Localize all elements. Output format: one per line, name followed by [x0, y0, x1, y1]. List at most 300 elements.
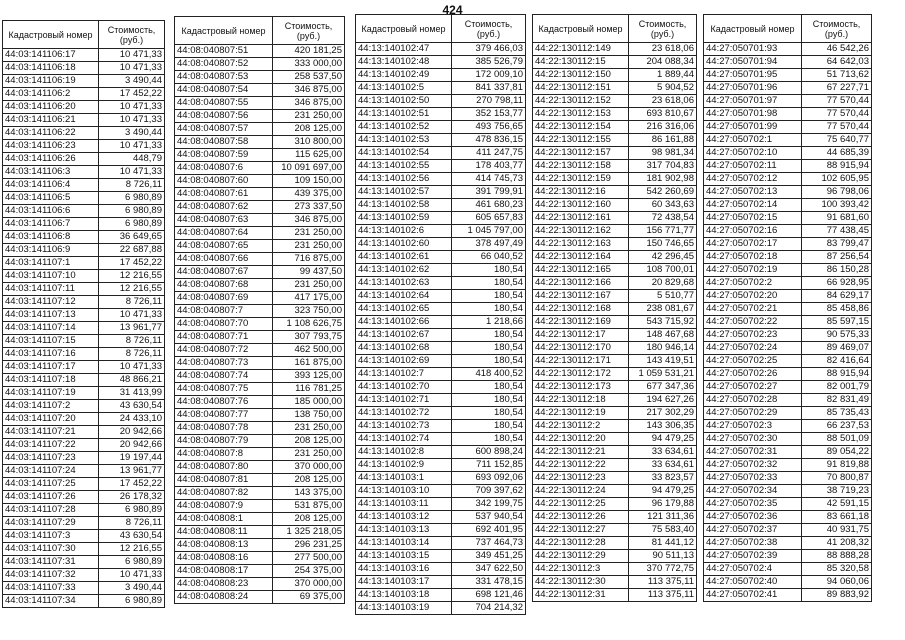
header-cost: Стоимость, (руб.) [273, 17, 345, 45]
cadastral-number-cell: 44:22:130112:149 [533, 43, 629, 56]
cadastral-number-cell: 44:03:141107:29 [3, 517, 99, 530]
table-row [3, 335, 165, 348]
cadastral-number-cell: 44:03:141106:26 [3, 153, 99, 166]
cost-cell: 379 466,03 [452, 43, 526, 56]
cost-cell: 42 591,15 [802, 498, 872, 511]
table-row [3, 556, 165, 569]
table-row [356, 95, 526, 108]
table-row [356, 186, 526, 199]
cadastral-number-cell: 44:08:040807:7 [175, 305, 273, 318]
cadastral-number-cell: 44:13:140102:58 [356, 199, 452, 212]
cadastral-number-cell: 44:03:141107:11 [3, 283, 99, 296]
table-row [3, 231, 165, 244]
cadastral-number-cell: 44:03:141107:15 [3, 335, 99, 348]
cadastral-number-cell: 44:03:141107:2 [3, 400, 99, 413]
cost-cell: 677 347,36 [629, 381, 697, 394]
cadastral-number-cell: 44:27:050701:95 [704, 69, 802, 82]
cost-cell: 333 000,00 [273, 58, 345, 71]
cadastral-table-2 [174, 16, 345, 604]
cadastral-number-cell: 44:03:141106:7 [3, 218, 99, 231]
cadastral-table-5 [703, 14, 872, 602]
cost-cell: 8 726,11 [99, 517, 165, 530]
table-row [356, 82, 526, 95]
cost-cell: 346 875,00 [273, 84, 345, 97]
cadastral-number-cell: 44:22:130112:166 [533, 277, 629, 290]
cadastral-number-cell: 44:03:141106:5 [3, 192, 99, 205]
cost-cell: 254 375,00 [273, 565, 345, 578]
cost-cell: 77 570,44 [802, 121, 872, 134]
cost-cell: 94 479,25 [629, 433, 697, 446]
cost-cell: 85 320,58 [802, 563, 872, 576]
table-row [704, 264, 872, 277]
cost-cell: 420 181,25 [273, 45, 345, 58]
cost-cell: 194 627,26 [629, 394, 697, 407]
cost-cell: 90 511,13 [629, 550, 697, 563]
cost-cell: 462 500,00 [273, 344, 345, 357]
cost-cell: 385 526,79 [452, 56, 526, 69]
cost-cell: 109 150,00 [273, 175, 345, 188]
cadastral-number-cell: 44:27:050702:30 [704, 433, 802, 446]
table-row [356, 225, 526, 238]
cadastral-number-cell: 44:08:040807:72 [175, 344, 273, 357]
cost-cell: 38 719,23 [802, 485, 872, 498]
cost-cell: 349 451,25 [452, 550, 526, 563]
cost-cell: 83 661,18 [802, 511, 872, 524]
table-row [175, 435, 345, 448]
cadastral-number-cell: 44:22:130112:151 [533, 82, 629, 95]
cadastral-number-cell: 44:22:130112:169 [533, 316, 629, 329]
table-row [356, 160, 526, 173]
cost-cell: 737 464,73 [452, 537, 526, 550]
cadastral-number-cell: 44:13:140102:73 [356, 420, 452, 433]
cost-cell: 66 040,52 [452, 251, 526, 264]
cadastral-number-cell: 44:13:140102:49 [356, 69, 452, 82]
cost-cell: 478 836,15 [452, 134, 526, 147]
cadastral-number-cell: 44:08:040808:13 [175, 539, 273, 552]
cadastral-number-cell: 44:03:141107:16 [3, 348, 99, 361]
cost-cell: 605 657,83 [452, 212, 526, 225]
cost-cell: 24 433,10 [99, 413, 165, 426]
cadastral-number-cell: 44:22:130112:152 [533, 95, 629, 108]
cadastral-number-cell: 44:22:130112:155 [533, 134, 629, 147]
table-row [3, 296, 165, 309]
cadastral-number-cell: 44:27:050701:93 [704, 43, 802, 56]
cost-cell: 75 583,40 [629, 524, 697, 537]
cadastral-table-1 [2, 20, 165, 608]
table-row [3, 179, 165, 192]
table-row [533, 134, 697, 147]
table-row [533, 290, 697, 303]
cost-cell: 180,54 [452, 342, 526, 355]
header-cost: Стоимость, (руб.) [452, 15, 526, 43]
cost-cell: 231 250,00 [273, 110, 345, 123]
cost-cell: 709 397,62 [452, 485, 526, 498]
cost-cell: 6 980,89 [99, 595, 165, 608]
cadastral-number-cell: 44:13:140103:15 [356, 550, 452, 563]
cost-cell: 94 479,25 [629, 485, 697, 498]
cost-cell: 143 306,35 [629, 420, 697, 433]
cadastral-number-cell: 44:27:050702:24 [704, 342, 802, 355]
table-row [356, 433, 526, 446]
cadastral-number-cell: 44:27:050702:17 [704, 238, 802, 251]
table-row [356, 394, 526, 407]
cost-cell: 493 756,65 [452, 121, 526, 134]
cadastral-number-cell: 44:27:050701:94 [704, 56, 802, 69]
cost-cell: 67 227,71 [802, 82, 872, 95]
table-row [704, 368, 872, 381]
cost-cell: 217 302,29 [629, 407, 697, 420]
cadastral-number-cell: 44:03:141106:2 [3, 88, 99, 101]
cost-cell: 33 823,57 [629, 472, 697, 485]
cost-cell: 70 800,87 [802, 472, 872, 485]
cadastral-number-cell: 44:27:050702:39 [704, 550, 802, 563]
cost-cell: 66 928,95 [802, 277, 872, 290]
table-row [356, 472, 526, 485]
cadastral-number-cell: 44:13:140102:69 [356, 355, 452, 368]
cadastral-number-cell: 44:13:140102:59 [356, 212, 452, 225]
table-row [175, 214, 345, 227]
cost-cell: 307 793,75 [273, 331, 345, 344]
cadastral-number-cell: 44:03:141107:12 [3, 296, 99, 309]
cadastral-number-cell: 44:27:050702:10 [704, 147, 802, 160]
table-row [356, 342, 526, 355]
cadastral-number-cell: 44:13:140103:1 [356, 472, 452, 485]
table-row [175, 500, 345, 513]
cadastral-number-cell: 44:27:050702:40 [704, 576, 802, 589]
table-row [175, 409, 345, 422]
cadastral-number-cell: 44:22:130112:171 [533, 355, 629, 368]
cost-cell: 51 713,62 [802, 69, 872, 82]
table-row [704, 550, 872, 563]
table-row [704, 433, 872, 446]
cadastral-number-cell: 44:27:050702:21 [704, 303, 802, 316]
cost-cell: 43 630,54 [99, 400, 165, 413]
table-row [175, 461, 345, 474]
table-row [356, 524, 526, 537]
table-row [704, 511, 872, 524]
cadastral-number-cell: 44:22:130112:150 [533, 69, 629, 82]
cost-cell: 17 452,22 [99, 478, 165, 491]
cost-cell: 231 250,00 [273, 279, 345, 292]
table-row [533, 511, 697, 524]
cadastral-number-cell: 44:13:140103:10 [356, 485, 452, 498]
cadastral-number-cell: 44:03:141106:8 [3, 231, 99, 244]
table-row [704, 69, 872, 82]
table-row [533, 550, 697, 563]
cadastral-number-cell: 44:27:050702:27 [704, 381, 802, 394]
cost-cell: 277 500,00 [273, 552, 345, 565]
cadastral-number-cell: 44:13:140103:14 [356, 537, 452, 550]
cost-cell: 6 980,89 [99, 556, 165, 569]
cadastral-number-cell: 44:27:050701:97 [704, 95, 802, 108]
table-row [175, 71, 345, 84]
cost-cell: 542 260,69 [629, 186, 697, 199]
cadastral-number-cell: 44:03:141106:3 [3, 166, 99, 179]
cadastral-number-cell: 44:03:141107:21 [3, 426, 99, 439]
cost-cell: 75 640,77 [802, 134, 872, 147]
cadastral-number-cell: 44:27:050702:22 [704, 316, 802, 329]
cadastral-number-cell: 44:03:141107:31 [3, 556, 99, 569]
table-row [175, 331, 345, 344]
table-row [704, 420, 872, 433]
cadastral-number-cell: 44:13:140103:16 [356, 563, 452, 576]
cost-cell: 180,54 [452, 277, 526, 290]
table-row [533, 407, 697, 420]
cost-cell: 180,54 [452, 394, 526, 407]
cadastral-number-cell: 44:13:140102:65 [356, 303, 452, 316]
cost-cell: 20 942,66 [99, 439, 165, 452]
cadastral-number-cell: 44:03:141106:6 [3, 205, 99, 218]
table-row [533, 160, 697, 173]
table-row [3, 582, 165, 595]
table-row [533, 43, 697, 56]
cost-cell: 238 081,67 [629, 303, 697, 316]
table-row [704, 537, 872, 550]
cadastral-number-cell: 44:22:130112:162 [533, 225, 629, 238]
cost-cell: 231 250,00 [273, 422, 345, 435]
cadastral-number-cell: 44:27:050702:28 [704, 394, 802, 407]
cost-cell: 10 471,33 [99, 114, 165, 127]
cost-cell: 393 125,00 [273, 370, 345, 383]
table-row [533, 95, 697, 108]
table-row [3, 517, 165, 530]
table-row [533, 251, 697, 264]
table-row [175, 201, 345, 214]
cadastral-number-cell: 44:03:141107:18 [3, 374, 99, 387]
table-row [533, 485, 697, 498]
cost-cell: 1 325 218,05 [273, 526, 345, 539]
table-row [3, 491, 165, 504]
cadastral-number-cell: 44:08:040807:69 [175, 292, 273, 305]
cost-cell: 439 375,00 [273, 188, 345, 201]
cost-cell: 693 092,06 [452, 472, 526, 485]
cadastral-number-cell: 44:22:130112:170 [533, 342, 629, 355]
cadastral-number-cell: 44:27:050702:37 [704, 524, 802, 537]
cadastral-number-cell: 44:08:040808:1 [175, 513, 273, 526]
cost-cell: 10 471,33 [99, 62, 165, 75]
table-row [704, 446, 872, 459]
cadastral-number-cell: 44:22:130112:23 [533, 472, 629, 485]
cost-cell: 82 001,79 [802, 381, 872, 394]
cost-cell: 180,54 [452, 329, 526, 342]
cadastral-number-cell: 44:22:130112:164 [533, 251, 629, 264]
cost-cell: 3 490,44 [99, 127, 165, 140]
table-row [533, 433, 697, 446]
cadastral-number-cell: 44:03:141107:19 [3, 387, 99, 400]
table-row [3, 530, 165, 543]
cost-cell: 296 231,25 [273, 539, 345, 552]
cadastral-number-cell: 44:08:040807:80 [175, 461, 273, 474]
cadastral-number-cell: 44:08:040807:82 [175, 487, 273, 500]
cadastral-number-cell: 44:08:040807:77 [175, 409, 273, 422]
cadastral-number-cell: 44:27:050702:14 [704, 199, 802, 212]
cost-cell: 711 152,85 [452, 459, 526, 472]
cost-cell: 113 375,11 [629, 576, 697, 589]
cost-cell: 77 570,44 [802, 108, 872, 121]
table-row [3, 75, 165, 88]
cost-cell: 1 108 626,75 [273, 318, 345, 331]
cadastral-number-cell: 44:03:141107:24 [3, 465, 99, 478]
table-row [3, 283, 165, 296]
cost-cell: 96 798,06 [802, 186, 872, 199]
table-row [356, 56, 526, 69]
table-row [704, 485, 872, 498]
table-row [533, 225, 697, 238]
page-number: 424 [442, 3, 463, 17]
cadastral-number-cell: 44:22:130112:28 [533, 537, 629, 550]
cost-cell: 13 961,77 [99, 322, 165, 335]
table-row [704, 303, 872, 316]
cost-cell: 537 940,54 [452, 511, 526, 524]
cadastral-number-cell: 44:13:140103:18 [356, 589, 452, 602]
cost-cell: 1 045 797,00 [452, 225, 526, 238]
cadastral-number-cell: 44:27:050702:29 [704, 407, 802, 420]
cost-cell: 1 059 531,21 [629, 368, 697, 381]
cadastral-number-cell: 44:27:050702:25 [704, 355, 802, 368]
table-row [704, 56, 872, 69]
table-row [3, 49, 165, 62]
table-row [533, 173, 697, 186]
cost-cell: 84 629,17 [802, 290, 872, 303]
cost-cell: 6 980,89 [99, 504, 165, 517]
table-row [3, 387, 165, 400]
table-row [704, 290, 872, 303]
cost-cell: 66 237,53 [802, 420, 872, 433]
cadastral-number-cell: 44:08:040807:55 [175, 97, 273, 110]
table-row [356, 290, 526, 303]
cadastral-number-cell: 44:03:141107:20 [3, 413, 99, 426]
cost-cell: 323 750,00 [273, 305, 345, 318]
cost-cell: 231 250,00 [273, 448, 345, 461]
cost-cell: 88 915,94 [802, 160, 872, 173]
cadastral-number-cell: 44:27:050701:96 [704, 82, 802, 95]
cost-cell: 180,54 [452, 264, 526, 277]
cadastral-number-cell: 44:03:141106:22 [3, 127, 99, 140]
cadastral-number-cell: 44:22:130112:168 [533, 303, 629, 316]
table-row [175, 188, 345, 201]
cost-cell: 90 575,33 [802, 329, 872, 342]
table-row [533, 563, 697, 576]
table-row [175, 84, 345, 97]
table-row [3, 322, 165, 335]
cost-cell: 531 875,00 [273, 500, 345, 513]
cost-cell: 91 681,60 [802, 212, 872, 225]
cadastral-number-cell: 44:08:040807:61 [175, 188, 273, 201]
table-row [704, 238, 872, 251]
cost-cell: 10 471,33 [99, 309, 165, 322]
cost-cell: 180,54 [452, 303, 526, 316]
cadastral-number-cell: 44:13:140102:60 [356, 238, 452, 251]
header-cost: Стоимость, (руб.) [629, 15, 697, 43]
table-row [356, 316, 526, 329]
cadastral-number-cell: 44:27:050702:33 [704, 472, 802, 485]
cadastral-number-cell: 44:08:040807:52 [175, 58, 273, 71]
table-row [704, 524, 872, 537]
cost-cell: 12 216,55 [99, 283, 165, 296]
cost-cell: 352 153,77 [452, 108, 526, 121]
cadastral-number-cell: 44:03:141107:28 [3, 504, 99, 517]
table-row [175, 58, 345, 71]
cadastral-number-cell: 44:03:141107:34 [3, 595, 99, 608]
cadastral-number-cell: 44:08:040807:68 [175, 279, 273, 292]
cost-cell: 418 400,52 [452, 368, 526, 381]
table-row [356, 212, 526, 225]
cost-cell: 33 634,61 [629, 446, 697, 459]
cadastral-number-cell: 44:13:140102:63 [356, 277, 452, 290]
cadastral-number-cell: 44:27:050702:16 [704, 225, 802, 238]
table-row [3, 309, 165, 322]
table-row [356, 485, 526, 498]
cost-cell: 5 904,52 [629, 82, 697, 95]
table-row [704, 342, 872, 355]
cost-cell: 180,54 [452, 407, 526, 420]
cadastral-number-cell: 44:13:140102:47 [356, 43, 452, 56]
cadastral-number-cell: 44:13:140103:12 [356, 511, 452, 524]
cadastral-number-cell: 44:13:140102:68 [356, 342, 452, 355]
cost-cell: 77 438,45 [802, 225, 872, 238]
cadastral-number-cell: 44:03:141106:9 [3, 244, 99, 257]
table-row [3, 361, 165, 374]
cadastral-table-3 [355, 14, 526, 615]
table-row [704, 576, 872, 589]
cost-cell: 208 125,00 [273, 474, 345, 487]
table-row [356, 602, 526, 615]
table-row [175, 578, 345, 591]
cost-cell: 3 490,44 [99, 75, 165, 88]
cost-cell: 8 726,11 [99, 296, 165, 309]
cadastral-number-cell: 44:08:040807:6 [175, 162, 273, 175]
cadastral-number-cell: 44:22:130112:18 [533, 394, 629, 407]
table-row [175, 552, 345, 565]
cadastral-number-cell: 44:13:140103:13 [356, 524, 452, 537]
cadastral-number-cell: 44:27:050702:36 [704, 511, 802, 524]
cost-cell: 370 000,00 [273, 578, 345, 591]
cost-cell: 448,79 [99, 153, 165, 166]
cost-cell: 180,54 [452, 381, 526, 394]
table-row [175, 162, 345, 175]
cadastral-number-cell: 44:03:141107:32 [3, 569, 99, 582]
cost-cell: 85 458,86 [802, 303, 872, 316]
cadastral-number-cell: 44:13:140102:8 [356, 446, 452, 459]
cost-cell: 43 630,54 [99, 530, 165, 543]
cost-cell: 370 772,75 [629, 563, 697, 576]
cost-cell: 347 622,50 [452, 563, 526, 576]
table-row [3, 452, 165, 465]
table-row [533, 329, 697, 342]
table-row [356, 420, 526, 433]
cadastral-number-cell: 44:13:140102:70 [356, 381, 452, 394]
cost-cell: 102 605,95 [802, 173, 872, 186]
cost-cell: 64 642,03 [802, 56, 872, 69]
table-row [175, 487, 345, 500]
cadastral-number-cell: 44:22:130112:163 [533, 238, 629, 251]
table-row [175, 513, 345, 526]
cost-cell: 10 471,33 [99, 140, 165, 153]
cost-cell: 99 437,50 [273, 266, 345, 279]
cost-cell: 346 875,00 [273, 97, 345, 110]
cadastral-number-cell: 44:22:130112:24 [533, 485, 629, 498]
cadastral-table-4 [532, 14, 697, 602]
cost-cell: 77 570,44 [802, 95, 872, 108]
cadastral-number-cell: 44:22:130112:158 [533, 160, 629, 173]
table-row [175, 565, 345, 578]
table-row [175, 370, 345, 383]
cadastral-number-cell: 44:13:140102:51 [356, 108, 452, 121]
table-row [356, 407, 526, 420]
cost-cell: 331 478,15 [452, 576, 526, 589]
table-row [533, 472, 697, 485]
cost-cell: 698 121,46 [452, 589, 526, 602]
